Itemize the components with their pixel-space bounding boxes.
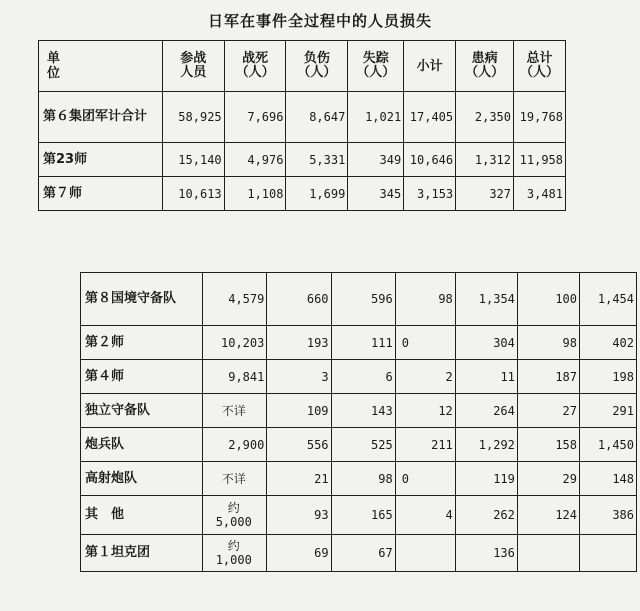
- participants-cell: 2,900: [203, 428, 267, 462]
- subtotal-cell: 304: [455, 326, 517, 360]
- missing-cell: 0: [395, 462, 455, 496]
- table-row: [39, 143, 566, 177]
- table-row: [81, 326, 637, 360]
- unit-cell: 高射炮队: [81, 462, 203, 496]
- total-cell: 198: [580, 360, 637, 394]
- wounded-cell: 8,647: [286, 92, 348, 143]
- header-killed: 战死 （人）: [224, 41, 286, 92]
- missing-cell: 12: [395, 394, 455, 428]
- unit-cell: 第６集团军计合计: [39, 92, 163, 143]
- total-cell: 148: [580, 462, 637, 496]
- missing-cell: 98: [395, 273, 455, 326]
- approx-value: 1,000: [215, 553, 252, 567]
- table-row: [39, 177, 566, 211]
- unit-cell: 炮兵队: [81, 428, 203, 462]
- table-row: [81, 535, 637, 572]
- sick-cell: 327: [456, 177, 514, 211]
- table-row: [81, 428, 637, 462]
- participants-cell: 58,925: [162, 92, 224, 143]
- missing-cell: 2: [395, 360, 455, 394]
- total-cell: [580, 535, 637, 572]
- unit-cell: 其 他: [81, 496, 203, 535]
- killed-cell: 93: [267, 496, 331, 535]
- unit-cell: 第８国境守备队: [81, 273, 203, 326]
- sick-cell: 187: [517, 360, 579, 394]
- total-cell: 386: [580, 496, 637, 535]
- total-cell: 291: [580, 394, 637, 428]
- participants-cell: 4,579: [203, 273, 267, 326]
- wounded-cell: 165: [331, 496, 395, 535]
- header-participants: 参战 人员: [162, 41, 224, 92]
- missing-cell: 345: [348, 177, 404, 211]
- participants-cell: [203, 496, 267, 535]
- missing-cell: 1,021: [348, 92, 404, 143]
- unit-cell: 独立守备队: [81, 394, 203, 428]
- subtotal-cell: 136: [455, 535, 517, 572]
- unit-cell: 第１坦克团: [81, 535, 203, 572]
- page-title: 日军在事件全过程中的人员损失: [207, 12, 432, 30]
- header-row: [39, 41, 566, 92]
- casualty-table-bottom: [80, 272, 637, 572]
- total-cell: 19,768: [514, 92, 566, 143]
- missing-cell: 211: [395, 428, 455, 462]
- subtotal-cell: 119: [455, 462, 517, 496]
- sick-cell: 98: [517, 326, 579, 360]
- wounded-cell: 98: [331, 462, 395, 496]
- header-subtotal: 小计: [404, 41, 456, 92]
- unit-cell: 第７师: [39, 177, 163, 211]
- participants-cell: 10,203: [203, 326, 267, 360]
- participants-cell: [203, 535, 267, 572]
- wounded-cell: 6: [331, 360, 395, 394]
- missing-cell: 349: [348, 143, 404, 177]
- approx-value: 5,000: [215, 515, 252, 529]
- header-missing: 失踪 （人）: [348, 41, 404, 92]
- sick-cell: 27: [517, 394, 579, 428]
- header-sick: 患病 （人）: [456, 41, 514, 92]
- total-cell: 402: [580, 326, 637, 360]
- killed-cell: 660: [267, 273, 331, 326]
- sick-cell: 100: [517, 273, 579, 326]
- approx-label: 约: [227, 539, 240, 553]
- unit-cell: 第４师: [81, 360, 203, 394]
- header-unit: 单 位: [39, 41, 163, 92]
- subtotal-cell: 264: [455, 394, 517, 428]
- wounded-cell: 525: [331, 428, 395, 462]
- wounded-cell: 5,331: [286, 143, 348, 177]
- subtotal-cell: 11: [455, 360, 517, 394]
- killed-cell: 4,976: [224, 143, 286, 177]
- killed-cell: 69: [267, 535, 331, 572]
- subtotal-cell: 10,646: [404, 143, 456, 177]
- wounded-cell: 596: [331, 273, 395, 326]
- table-row: [39, 92, 566, 143]
- killed-cell: 193: [267, 326, 331, 360]
- participants-cell: 10,613: [162, 177, 224, 211]
- participants-cell: 15,140: [162, 143, 224, 177]
- table-row: [81, 394, 637, 428]
- subtotal-cell: 17,405: [404, 92, 456, 143]
- table-row: [81, 496, 637, 535]
- sick-cell: [517, 535, 579, 572]
- total-cell: 3,481: [514, 177, 566, 211]
- header-total: 总计 （人）: [514, 41, 566, 92]
- total-cell: 11,958: [514, 143, 566, 177]
- sick-cell: 124: [517, 496, 579, 535]
- sick-cell: 1,312: [456, 143, 514, 177]
- sick-cell: 2,350: [456, 92, 514, 143]
- killed-cell: 556: [267, 428, 331, 462]
- subtotal-cell: 262: [455, 496, 517, 535]
- subtotal-cell: 3,153: [404, 177, 456, 211]
- killed-cell: 7,696: [224, 92, 286, 143]
- wounded-cell: 1,699: [286, 177, 348, 211]
- sick-cell: 29: [517, 462, 579, 496]
- subtotal-cell: 1,354: [455, 273, 517, 326]
- total-cell: 1,454: [580, 273, 637, 326]
- killed-cell: 3: [267, 360, 331, 394]
- missing-cell: 4: [395, 496, 455, 535]
- sick-cell: 158: [517, 428, 579, 462]
- participants-cell: 9,841: [203, 360, 267, 394]
- unit-cell: 第２师: [81, 326, 203, 360]
- missing-cell: [395, 535, 455, 572]
- table-row: [81, 273, 637, 326]
- wounded-cell: 143: [331, 394, 395, 428]
- killed-cell: 109: [267, 394, 331, 428]
- table-row: [81, 360, 637, 394]
- unit-cell: 第23师: [39, 143, 163, 177]
- table-row: [81, 462, 637, 496]
- participants-cell: 不详: [203, 462, 267, 496]
- header-wounded: 负伤 （人）: [286, 41, 348, 92]
- approx-label: 约: [227, 501, 240, 515]
- killed-cell: 1,108: [224, 177, 286, 211]
- total-cell: 1,450: [580, 428, 637, 462]
- casualty-table-top: [38, 40, 566, 211]
- participants-cell: 不详: [203, 394, 267, 428]
- wounded-cell: 67: [331, 535, 395, 572]
- missing-cell: 0: [395, 326, 455, 360]
- subtotal-cell: 1,292: [455, 428, 517, 462]
- killed-cell: 21: [267, 462, 331, 496]
- wounded-cell: 111: [331, 326, 395, 360]
